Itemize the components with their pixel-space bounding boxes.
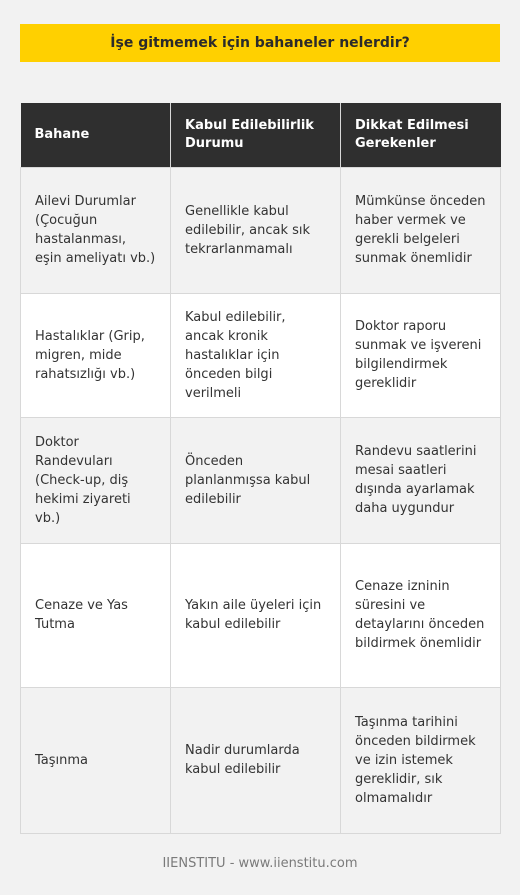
header-acceptability: Kabul Edilebilirlik Durumu (171, 103, 341, 167)
cell-acceptability: Önceden planlanmışsa kabul edilebilir (171, 417, 341, 543)
excuses-table (20, 103, 501, 834)
table-row (21, 543, 501, 687)
cell-acceptability: Genellikle kabul edilebilir, ancak sık tekrarlanmamalı (171, 167, 341, 293)
cell-excuse: Hastalıklar (Grip, migren, mide rahatsızlığı vb.) (21, 293, 171, 417)
cell-excuse: Cenaze ve Yas Tutma (21, 543, 171, 687)
cell-acceptability: Kabul edilebilir, ancak kronik hastalıklar için önceden bilgi verilmeli (171, 293, 341, 417)
page-title: İşe gitmemek için bahaneler nelerdir? (20, 24, 500, 62)
cell-considerations: Doktor raporu sunmak ve işvereni bilgilendirmek gereklidir (341, 293, 501, 417)
cell-considerations: Randevu saatlerini mesai saatleri dışında ayarlamak daha uygundur (341, 417, 501, 543)
cell-excuse: Doktor Randevuları (Check-up, diş hekimi ziyareti vb.) (21, 417, 171, 543)
table-row (21, 293, 501, 417)
cell-excuse: Taşınma (21, 687, 171, 833)
header-excuse: Bahane (21, 103, 171, 167)
cell-considerations: Cenaze izninin süresini ve detaylarını önceden bildirmek önemlidir (341, 543, 501, 687)
table-row (21, 687, 501, 833)
table-row (21, 167, 501, 293)
cell-excuse: Ailevi Durumlar (Çocuğun hastalanması, eşin ameliyatı vb.) (21, 167, 171, 293)
table-header-row (21, 103, 501, 167)
table-row (21, 417, 501, 543)
cell-acceptability: Yakın aile üyeleri için kabul edilebilir (171, 543, 341, 687)
header-considerations: Dikkat Edilmesi Gerekenler (341, 103, 501, 167)
cell-considerations: Taşınma tarihini önceden bildirmek ve izin istemek gereklidir, sık olmamalıdır (341, 687, 501, 833)
cell-considerations: Mümkünse önceden haber vermek ve gerekli belgeleri sunmak önemlidir (341, 167, 501, 293)
footer-credit: IIENSTITU - www.iienstitu.com (162, 856, 358, 871)
cell-acceptability: Nadir durumlarda kabul edilebilir (171, 687, 341, 833)
